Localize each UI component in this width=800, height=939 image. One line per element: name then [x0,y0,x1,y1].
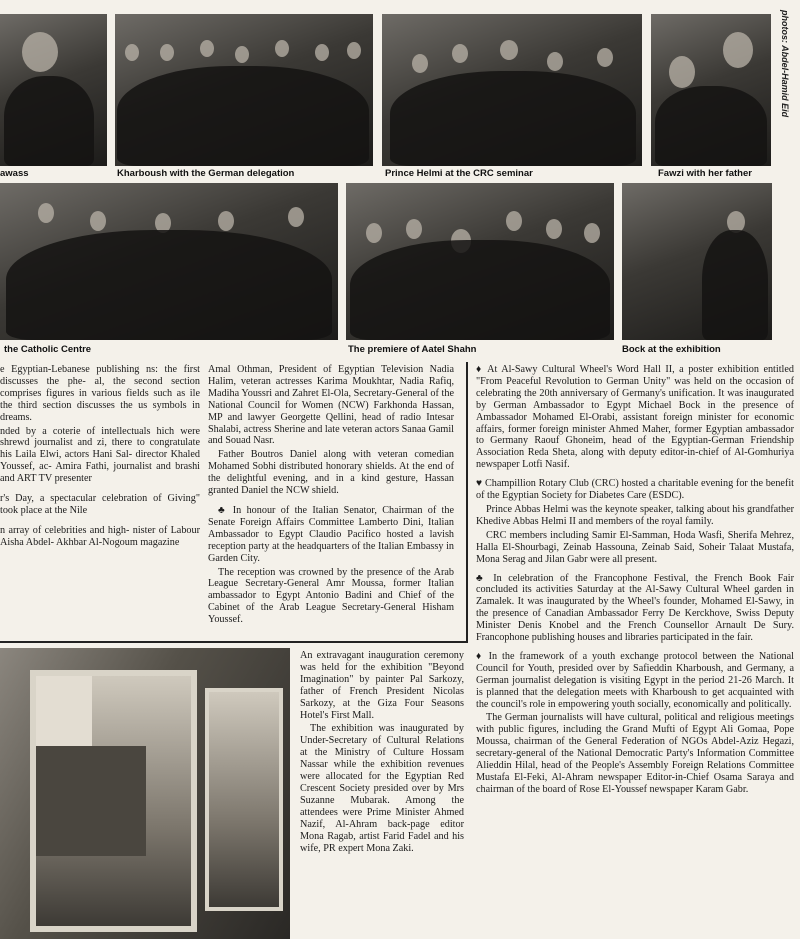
column-2 [208,364,454,636]
col3-p4: CRC members including Samir El-Samman, Hoda Wasfi, Sherifa Mehrez, Halla El-Shourbagi, Zeinab Hassouna, Zeinab Said, Soheir Talaat Mustafa, Mona Serag and Jilan Gabr were all present. [476,529,794,565]
col1-p4: n array of celebrities and high- nister of Labour Aisha Abdel- Akhbar Al-Nogoum magazine [0,524,200,548]
caption-6 [348,344,476,356]
caption-3: Prince Helmi at the CRC seminar [385,168,533,179]
photo-exhibition [0,648,290,939]
photo-5 [0,183,338,340]
photo-6 [346,183,614,340]
col3-p3: Prince Abbas Helmi was the keynote speaker, talking about his grandfather Khedive Abbas Helmi II and members of the royal family. [476,503,794,527]
photo-credit: photos: Abdel-Hamid Eid [780,10,790,118]
col2-p4: The reception was crowned by the presence of the Arab League Secretary-General Amr Moussa, former Italian ambassador to Egypt Antonio Badini and Chief of the Cabinet of the Arab League Secretary-General Hisham Youssef. [208,566,454,626]
col4-p1: An extravagant inauguration ceremony was held for the exhibition "Beyond Imagination" by painter Pal Sarkozy, father of French President Nicolas Sarkozy, at the Giza Four Seasons Hotel's First Mall. [300,650,464,721]
col2-p2: Father Boutros Daniel along with veteran comedian Mohamed Sobhi distributed honorary shields. At the end of the delightful evening, and in a kind gesture, Hassan granted Daniel the NCW shield. [208,449,454,497]
column-1 [0,364,200,636]
painting-frame-2 [205,688,283,911]
caption-2: Kharboush with the German delegation [117,168,295,179]
col2-p3: ♣ In honour of the Italian Senator, Chairman of the Senate Foreign Affairs Committee Lamberto Dini, Italian Ambassador to Egypt Claudio Pacifico hosted a lavish reception party at the headquarters of the Italian Embassy in Garden City. [208,504,454,564]
painting-frame [30,670,197,932]
caption-7: Bock at the exhibition [622,344,721,355]
photo-7 [622,183,772,340]
col4-p2: The exhibition was inaugurated by Under-Secretary of Cultural Relations at the Ministry of Culture Hossam Nassar while the exhibition revenues were allocated for the Egyptian Red Crescent Society presided over by Mrs Suzanne Mubarak. Among the attendees were Prime Minister Ahmed Nazif, Al-Ahram back-page editor Mona Ragab, artist Farid Fadel and his wife, PR expert Mona Zaki. [300,723,464,854]
col3-p2: ♥ Champillion Rotary Club (CRC) hosted a charitable evening for the benefit of the Egyptian Society for Diabetes Care (ESDC). [476,478,794,502]
caption-5: the Catholic Centre [4,344,92,355]
caption-1: awass [0,168,29,179]
col3-p1: ♦ At Al-Sawy Cultural Wheel's Word Hall II, a poster exhibition entitled "From Peaceful Revolution to German Unity" was held on the occasion of celebrating the 20th anniversary of Germany's unification. It was inaugurated by German Ambassador to Egypt Michael Bock in the presence of Ambassador Mohamed El-Orabi, assistant foreign minister for economic affairs, former foreign minister Ahmed Maher, former Egyptian ambassador to Germany Raouf Ghoneim, head of the Egyptian-German Friendship Association Reda Sheta, along with deputy editor-in-chief of Al-Gomhuriya newspaper Lotfi Nasif. [476,364,794,471]
col3-p6: ♦ In the framework of a youth exchange protocol between the National Council for Youth, presided over by Safieddin Kharboush, and Germany, a German journalist delegation is visiting Egypt in the period 21-26 March. It is planned that the delegation meets with Kharboush to get acquainted with the council's role in empowering youth socially, economically and politically. [476,650,794,710]
photo-2 [115,14,373,166]
column-3 [476,364,794,936]
photo-4 [651,14,771,166]
column-divider [0,641,468,643]
caption-6-text: The premiere of Aatel Shahn [348,344,477,355]
photo-1 [0,14,107,166]
caption-4: Fawzi with her father [658,168,752,179]
column-4 [300,650,464,936]
col3-p5: ♣ In celebration of the Francophone Festival, the French Book Fair concluded its activities Saturday at the Al-Sawy Cultural Wheel garden in Zamalek. It was inaugurated by the Wheel's founder, Mohamed El-Sawy, in the presence of Canadian Ambassador Ferry De Kerckhove, Swiss Deputy Minister Denis Knobel and the French Counsellor Arnault De Sury. Francophone publishing houses and libraries participated in the fair. [476,572,794,644]
col2-p1: Amal Othman, President of Egyptian Television Nadia Halim, veteran actresses Karima Moukhtar, Nadia Rafiq, Madiha Youssri and Zahret El-Ola, Secretary-General of the National Council for Women (NCW) Farkhonda Hassan, MP and lawyer Georgette Qellini, head of radio Intesar Shalabi, actress Sherine and late veteran actors Sanaa Gamil and Souad Nasr. [208,364,454,447]
photo-3 [382,14,642,166]
vertical-divider [466,362,468,643]
col1-p2: nded by a coterie of intellectuals hich were shrewd journalist and zi, there to congratulate his Laila Elwi, actors Hani Sal- director Khaled Youssef, ac- Amira Fathi, journalist and brashi and ART TV presenter [0,425,200,485]
col3-p7: The German journalists will have cultural, political and religious meetings with public figures, including the Grand Mufti of Egypt Ali Gomaa, Pope Moussa, chairman of the General Federation of NGOs Abdel-Aziz Hegazi, secretary-general of the National Democratic Party's Information Committee Alieddin Hilal, head of the People's Assembly Foreign Relations Committee Mustafa El-Feki, Al-Ahram newspaper Editor-in-Chief Osama Saraya and chairman of the board of Rose El-Youssef newspaper Karam Gabr. [476,712,794,795]
col1-p1: e Egyptian-Lebanese publishing ns: the first discusses the phe- al, the second section comprises figures in various fields such as ile the third section discusses the us symbols in dreams. [0,364,200,423]
col1-p3: r's Day, a spectacular celebration of Giving" took place at the Nile [0,493,200,516]
